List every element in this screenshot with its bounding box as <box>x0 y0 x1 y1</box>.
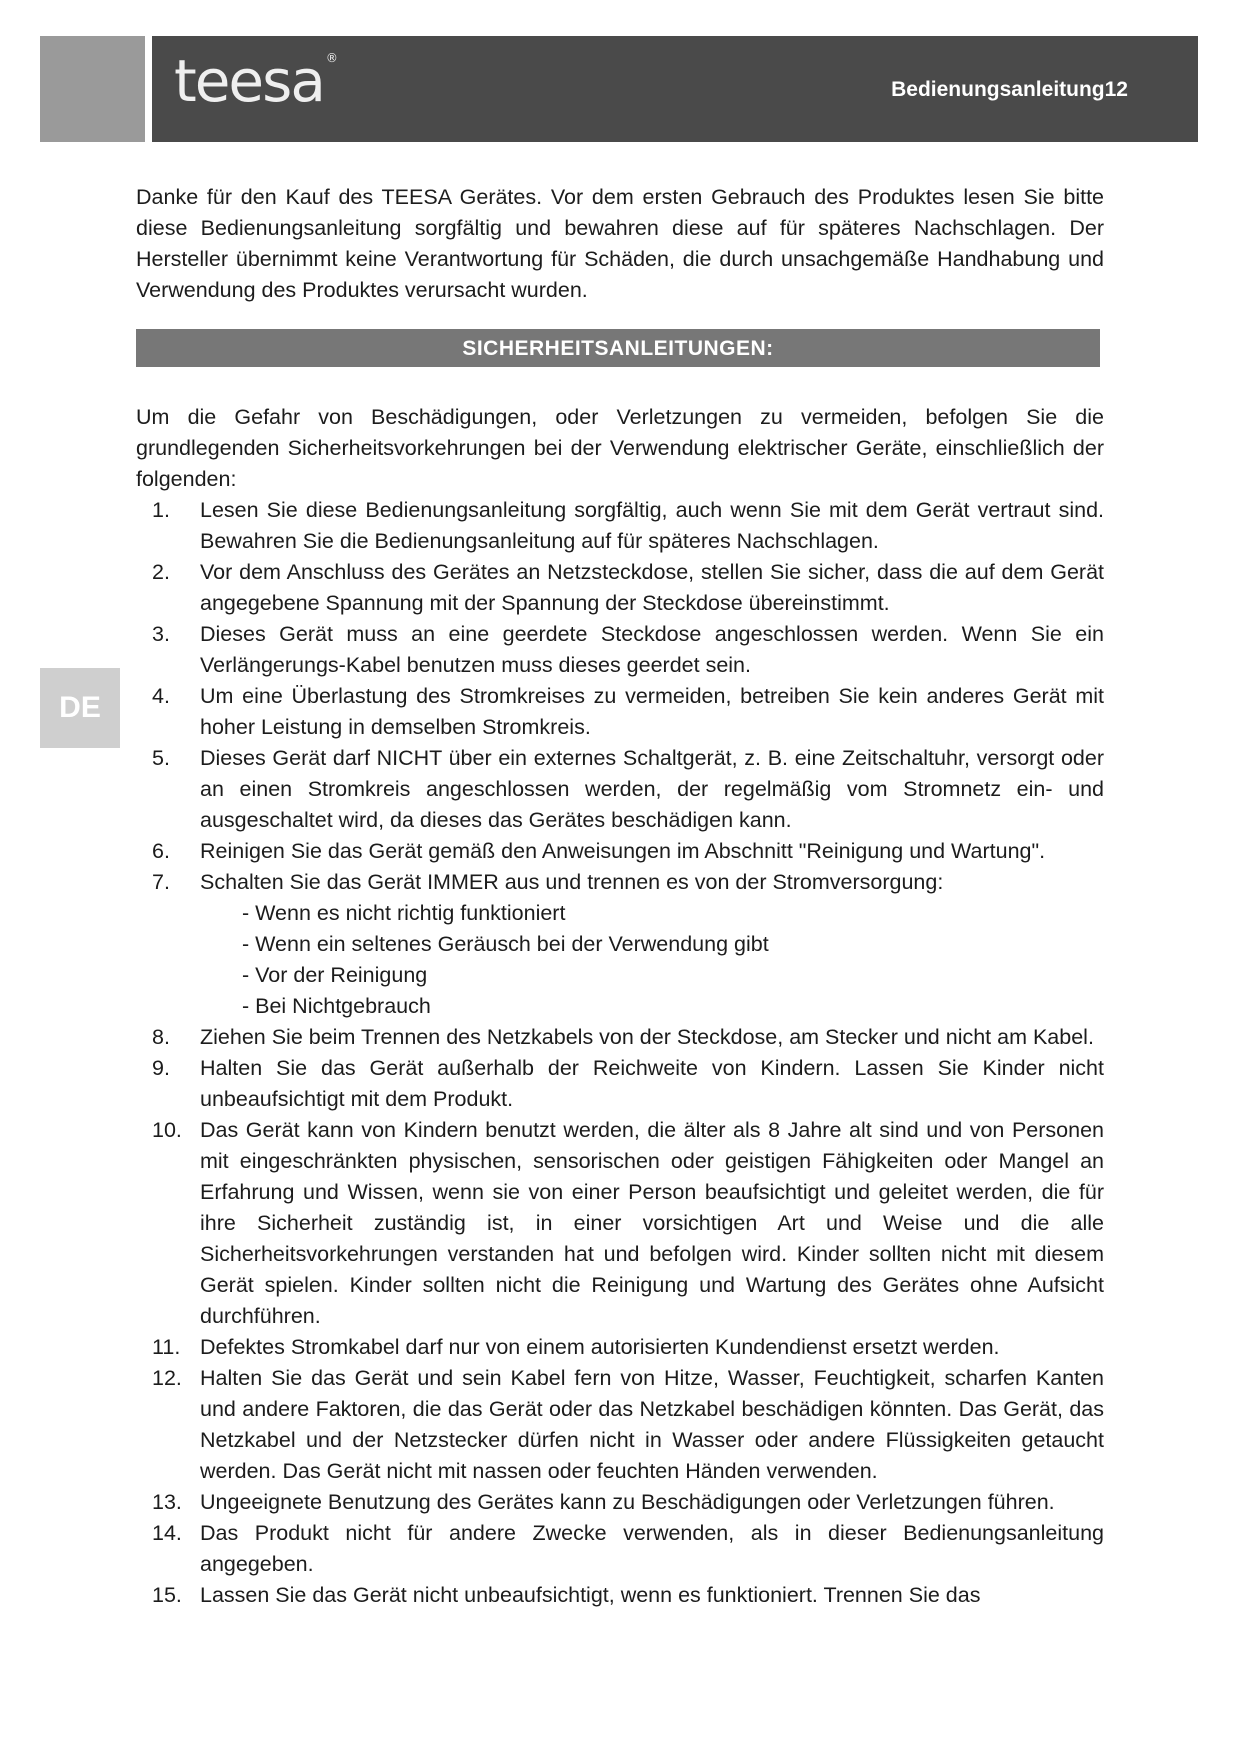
list-item <box>152 619 1104 681</box>
item-text: Lesen Sie diese Bedienungsanleitung sorgfältig, auch wenn Sie mit dem Gerät vertraut sind. Bewahren Sie die Bedienungsanleitung auf für späteres Nachschlagen. <box>200 498 1104 553</box>
item-text: Dieses Gerät darf NICHT über ein externes Schaltgerät, z. B. eine Zeitschaltuhr, versorgt oder an einen Stromkreis angeschlossen werden, der regelmäßig vom Stromnetz ein- und ausgeschaltet wird, da dieses das Gerätes beschädigen kann. <box>200 746 1104 832</box>
list-item <box>152 1022 1104 1053</box>
list-item <box>152 836 1104 867</box>
intro-paragraph: Danke für den Kauf des TEESA Gerätes. Vor dem ersten Gebrauch des Produktes lesen Sie bitte diese Bedienungsanleitung sorgfältig und bewahren diese auf für späteres Nachschlagen. Der Hersteller übernimmt keine Verantwortung für Schäden, die durch unsachgemäße Handhabung und Verwendung des Produktes verursacht wurden. <box>136 185 1104 302</box>
item-number: 3. <box>152 622 170 646</box>
list-item <box>152 557 1104 619</box>
item-text: Halten Sie das Gerät und sein Kabel fern von Hitze, Wasser, Feuchtigkeit, scharfen Kanten und andere Faktoren, die das Gerät oder das Netzkabel beschädigen könnten. Das Gerät, das Netzkabel und der Netzstecker dürfen nicht in Wasser oder andere Flüssigkeiten getaucht werden. Das Gerät nicht mit nassen oder feuchten Händen verwenden. <box>200 1366 1104 1483</box>
item-text: Schalten Sie das Gerät IMMER aus und trennen es von der Stromversorgung: <box>200 870 944 894</box>
lead-paragraph: Um die Gefahr von Beschädigungen, oder Verletzungen zu vermeiden, befolgen Sie die grundlegenden Sicherheitsvorkehrungen bei der Verwendung elektrischer Geräte, einschließlich der folgenden: <box>136 405 1104 491</box>
list-item <box>152 1332 1104 1363</box>
item-number: 14. <box>152 1521 182 1545</box>
item-number: 5. <box>152 746 170 770</box>
item-text: Dieses Gerät muss an eine geerdete Steckdose angeschlossen werden. Wenn Sie ein Verlängerungs-Kabel benutzen muss dieses geerdet sein. <box>200 622 1104 677</box>
safety-list <box>136 495 1104 1611</box>
list-item <box>152 495 1104 557</box>
sub-list <box>200 898 1104 1022</box>
item-text: Reinigen Sie das Gerät gemäß den Anweisungen im Abschnitt "Reinigung und Wartung". <box>200 839 1046 863</box>
sub-list-item: - Wenn ein seltenes Geräusch bei der Verwendung gibt <box>242 932 769 956</box>
item-number: 4. <box>152 684 170 708</box>
header-left-block <box>40 36 145 142</box>
list-item <box>152 1115 1104 1332</box>
item-text: Ziehen Sie beim Trennen des Netzkabels von der Steckdose, am Stecker und nicht am Kabel. <box>200 1025 1094 1049</box>
document-body <box>136 182 1104 1611</box>
item-number: 9. <box>152 1056 170 1080</box>
item-number: 1. <box>152 498 170 522</box>
page-title: Bedienungsanleitung12 <box>891 78 1128 101</box>
list-item <box>152 1363 1104 1487</box>
item-number: 10. <box>152 1118 182 1142</box>
item-text: Das Produkt nicht für andere Zwecke verwenden, als in dieser Bedienungsanleitung angegeben. <box>200 1521 1104 1576</box>
list-item <box>152 681 1104 743</box>
item-number: 8. <box>152 1025 170 1049</box>
sub-list-item: - Bei Nichtgebrauch <box>242 994 431 1018</box>
item-text: Halten Sie das Gerät außerhalb der Reichweite von Kindern. Lassen Sie Kinder nicht unbeaufsichtigt mit dem Produkt. <box>200 1056 1104 1111</box>
section-heading: SICHERHEITSANLEITUNGEN: <box>136 329 1100 367</box>
list-item <box>152 867 1104 1022</box>
item-text: Ungeeignete Benutzung des Gerätes kann zu Beschädigungen oder Verletzungen führen. <box>200 1490 1055 1514</box>
item-text: Das Gerät kann von Kindern benutzt werden, die älter als 8 Jahre alt sind und von Personen mit eingeschränkten physischen, sensorischen oder geistigen Fähigkeiten oder Mangel an Erfahrung und Wissen, wenn sie von einer Person beaufsichtigt und geleitet werden, die für ihre Sicherheit zuständig ist, in einer vorsichtigen Art und Weise und die alle Sicherheitsvorkehrungen verstanden hat und befolgen wird. Kinder sollten nicht mit diesem Gerät spielen. Kinder sollten nicht die Reinigung und Wartung des Gerätes ohne Aufsicht durchführen. <box>200 1118 1104 1328</box>
sub-list-item: - Vor der Reinigung <box>242 963 428 987</box>
logo-text: teesa <box>174 47 324 115</box>
item-number: 7. <box>152 870 170 894</box>
list-item <box>152 1518 1104 1580</box>
list-item <box>152 1487 1104 1518</box>
item-number: 2. <box>152 560 170 584</box>
list-item <box>152 743 1104 836</box>
item-text: Defektes Stromkabel darf nur von einem autorisierten Kundendienst ersetzt werden. <box>200 1335 1000 1359</box>
item-text: Um eine Überlastung des Stromkreises zu vermeiden, betreiben Sie kein anderes Gerät mit hoher Leistung in demselben Stromkreis. <box>200 684 1104 739</box>
registered-mark: ® <box>325 51 338 65</box>
header-bar <box>152 36 1198 142</box>
teesa-logo <box>174 47 338 115</box>
item-text: Lassen Sie das Gerät nicht unbeaufsichtigt, wenn es funktioniert. Trennen Sie das <box>200 1583 981 1607</box>
item-number: 15. <box>152 1583 182 1607</box>
item-number: 12. <box>152 1366 182 1390</box>
item-number: 13. <box>152 1490 182 1514</box>
sub-list-item: - Wenn es nicht richtig funktioniert <box>242 901 566 925</box>
list-item <box>152 1580 1104 1611</box>
item-text: Vor dem Anschluss des Gerätes an Netzsteckdose, stellen Sie sicher, dass die auf dem Gerät angegebene Spannung mit der Spannung der Steckdose übereinstimmt. <box>200 560 1104 615</box>
list-item <box>152 1053 1104 1115</box>
language-tab: DE <box>40 668 120 748</box>
item-number: 6. <box>152 839 170 863</box>
item-number: 11. <box>152 1335 181 1359</box>
